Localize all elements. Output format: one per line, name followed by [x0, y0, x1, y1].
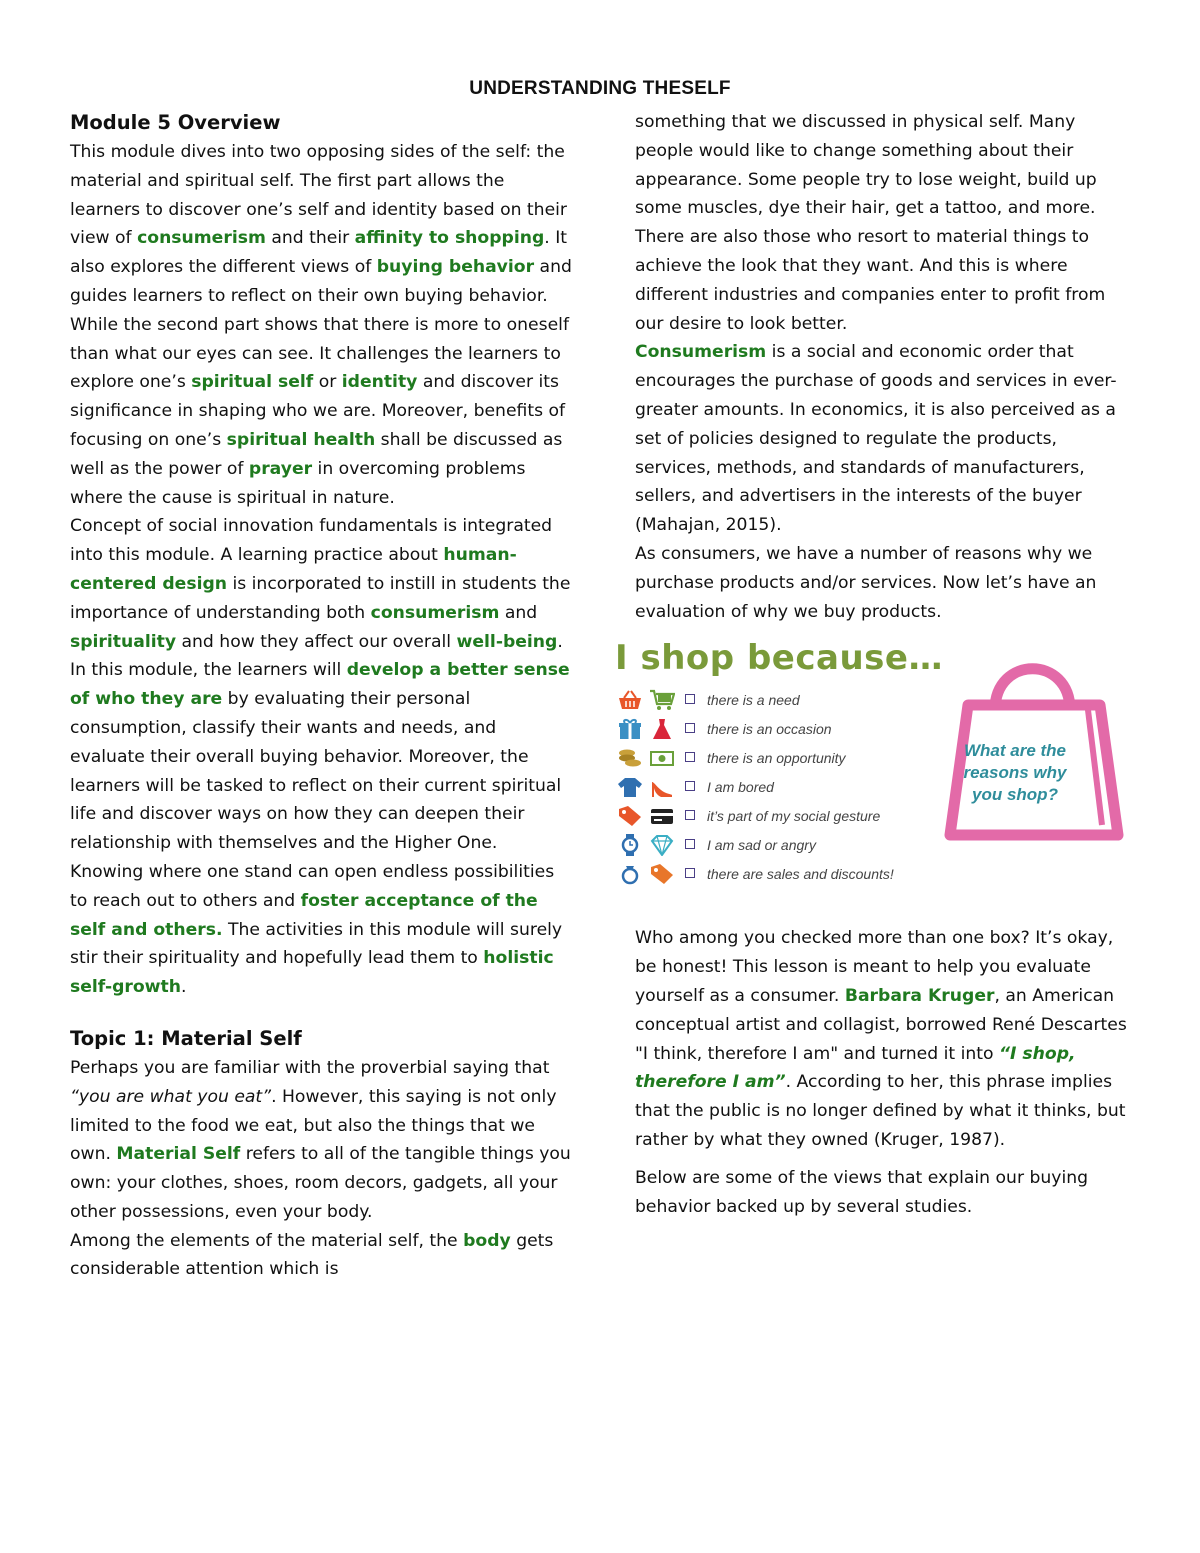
highlight-term: holistic self-growth: [70, 948, 554, 998]
document-title: UNDERSTANDING THESELF: [469, 78, 731, 99]
highlight-term: foster acceptance of the self and others.: [70, 890, 538, 940]
reason-row: [617, 831, 957, 860]
highlight-term: develop a better sense of who they are: [70, 660, 570, 710]
dress-icon: [649, 718, 675, 740]
checkbox[interactable]: [685, 839, 695, 849]
bag-caption: What are the reasons why you shop?: [963, 741, 1067, 805]
watch-icon: [617, 834, 643, 856]
checkbox[interactable]: [685, 752, 695, 762]
reason-row: [617, 715, 957, 744]
highlight-term: Material Self: [116, 1144, 241, 1165]
checkbox[interactable]: [685, 781, 695, 791]
views-paragraph: Below are some of the views that explain our buying behavior backed up by several studies.: [635, 1167, 1089, 1217]
highlight-term: identity: [341, 372, 418, 393]
highlight-term: Barbara Kruger: [844, 985, 995, 1006]
reason-row: [617, 802, 957, 831]
highlight-term: Consumerism: [635, 342, 767, 363]
reason-list: [617, 686, 957, 889]
heels-icon: [649, 776, 675, 798]
reason-row: [617, 686, 957, 715]
cart-icon: [649, 689, 675, 711]
highlight-term: affinity to shopping: [354, 228, 545, 249]
diamond-icon: [649, 834, 675, 856]
topic-heading: Topic 1: Material Self: [70, 1026, 302, 1050]
credit-card-icon: [649, 805, 675, 827]
consumers-paragraph: As consumers, we have a number of reasons why we purchase products and/or services. Now let’s have an evaluation of why we buy products.: [635, 543, 1097, 622]
overview-paragraph-3: In this module, the learners will develop a better sense of who they are by evaluating their personal consumption, classify their wants and needs, and evaluate their overall buying behavior. Moreover, the learners will be tasked to reflect on their current spiritual life and discover ways on how they can deepen their relationship with themselves and the Higher One. Knowing where one stand can open endless possibilities to reach out to others and foster acceptance of the self and others. The activities in this module will surely stir their spirituality and hopefully lead them to holistic self-growth.: [70, 660, 570, 998]
overview-heading: Module 5 Overview: [70, 111, 281, 134]
kruger-paragraph: Who among you checked more than one box? It’s okay, be honest! This lesson is meant to help you evaluate yourself as a consumer. Barbara Kruger, an American conceptual artist and collagist, borrowed René Descartes "I think, therefore I am" and turned it into “I shop, therefore I am”. According to her, this phrase implies that the public is no longer defined by what it thinks, but rather by what they owned (Kruger, 1987).: [635, 928, 1127, 1150]
quote: “you are what you eat”: [70, 1086, 272, 1107]
highlight-term: spiritual health: [226, 429, 376, 450]
highlight-term: well-being: [456, 631, 558, 652]
reason-row: [617, 860, 957, 889]
i-shop-because-infographic: [615, 636, 1135, 906]
highlight-term: human-centered design: [70, 545, 517, 594]
overview-paragraph-2: Concept of social innovation fundamentals is integrated into this module. A learning practice about human-centered design is incorporated to instill in students the importance of understanding both consumerism and spirituality and how they affect our overall well-being.: [70, 516, 571, 652]
reason-row: [617, 744, 957, 773]
reason-label: there are sales and discounts!: [707, 866, 894, 883]
highlight-term: buying behavior: [376, 257, 535, 278]
reason-label: there is an occasion: [707, 721, 832, 738]
highlight-term: body: [463, 1230, 511, 1251]
checkbox[interactable]: [685, 694, 695, 704]
reason-label: there is an opportunity: [707, 750, 846, 767]
gift-icon: [617, 718, 643, 740]
highlight-term: spirituality: [70, 631, 177, 652]
consumerism-paragraph: Consumerism is a social and economic order that encourages the purchase of goods and services in ever-greater amounts. In economics, it is also perceived as a set of policies designed to regulate the products, services, methods, and standards of manufacturers, sellers, and advertisers in the interests of the buyer (Mahajan, 2015).: [635, 342, 1117, 536]
right-column: [615, 108, 1135, 1221]
highlight-term: prayer: [248, 458, 313, 479]
infographic-title: I shop because…: [615, 638, 943, 679]
material-self-paragraph: Perhaps you are familiar with the proverbial saying that “you are what you eat”. However, this saying is not only limited to the food we eat, but also the things that we own. Material Self refers to all of the tangible things you own: your clothes, shoes, room decors, gadgets, all your other possessions, even your body.: [70, 1057, 571, 1222]
reason-label: I am sad or angry: [707, 837, 816, 854]
checkbox[interactable]: [685, 810, 695, 820]
sweater-icon: [617, 776, 643, 798]
overview-paragraph-1: This module dives into two opposing sides of the self: the material and spiritual self. The first part allows the learners to discover one’s self and identity based on their view of consumerism and their affinity to shopping. It also explores the different views of buying behavior and guides learners to reflect on their own buying behavior. While the second part shows that there is more to oneself than what our eyes can see. It challenges the learners to explore one’s spiritual self or identity and discover its significance in shaping who we are. Moreover, benefits of focusing on one’s spiritual health shall be discussed as well as the power of prayer in overcoming problems where the cause is spiritual in nature.: [70, 142, 572, 508]
physical-self-paragraph: something that we discussed in physical self. Many people would like to change something about their appearance. Some people try to lose weight, build up some muscles, dye their hair, get a tattoo, and more. There are also those who resort to material things to achieve the look that they want. And this is where different industries and companies enter to profit from our desire to look better.: [635, 112, 1106, 334]
basket-icon: [617, 689, 643, 711]
sale-tag-icon: [649, 863, 675, 885]
highlight-term: spiritual self: [191, 372, 314, 393]
body-paragraph: Among the elements of the material self, the body gets considerable attention which is: [70, 1230, 554, 1280]
highlight-term: consumerism: [370, 602, 500, 623]
price-tag-icon: [617, 805, 643, 827]
cash-icon: [649, 747, 675, 769]
highlight-quote: “I shop, therefore I am”: [635, 1043, 1076, 1093]
checkbox[interactable]: [685, 723, 695, 733]
reason-label: there is a need: [707, 692, 800, 709]
left-column: [70, 108, 575, 1284]
checkbox[interactable]: [685, 868, 695, 878]
coins-icon: [617, 747, 643, 769]
ring-icon: [617, 863, 643, 885]
highlight-term: consumerism: [137, 228, 266, 249]
reason-row: [617, 773, 957, 802]
reason-label: it’s part of my social gesture: [707, 808, 881, 825]
reason-label: I am bored: [707, 779, 774, 796]
